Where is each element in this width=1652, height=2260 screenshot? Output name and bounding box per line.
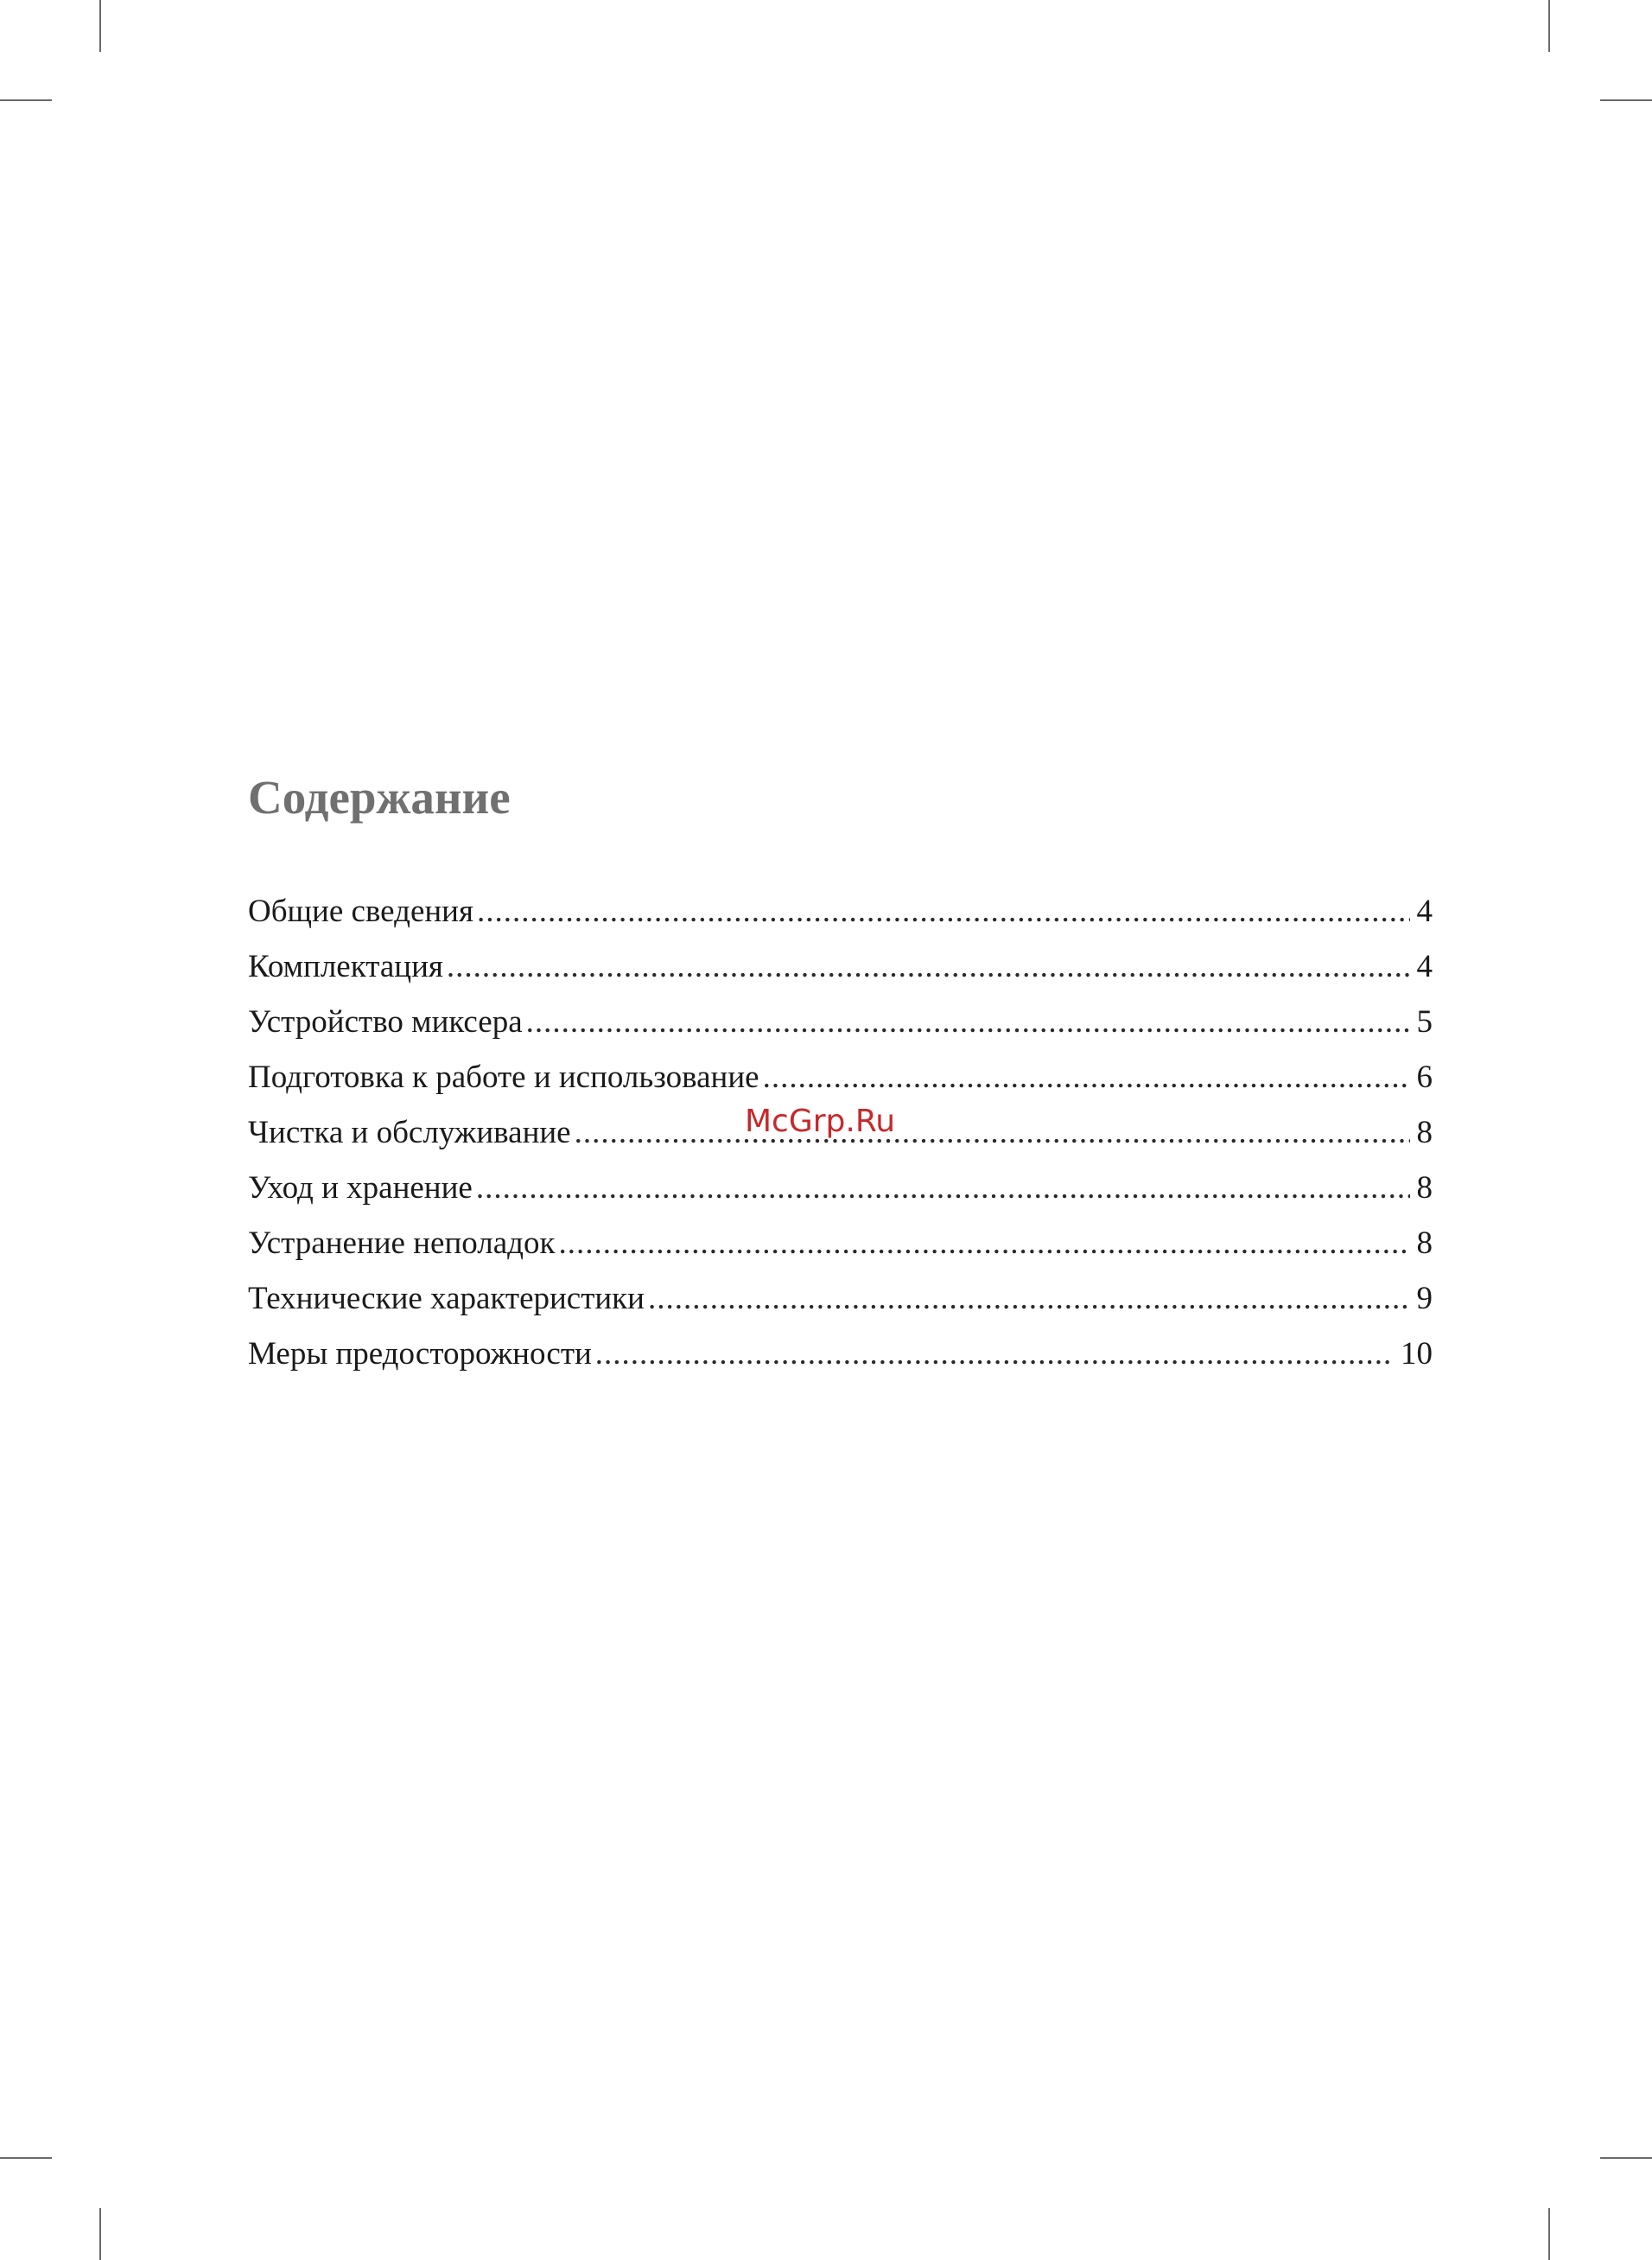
toc-item-page: 8 [1416,1225,1433,1261]
toc-item-label: Технические характеристики [248,1281,645,1316]
toc-item-page: 10 [1401,1336,1433,1372]
crop-mark-top-right-vertical [1548,0,1550,52]
crop-mark-top-left-horizontal [0,99,52,101]
watermark: McGrp.Ru [745,1104,896,1139]
toc-leader-dots [648,1271,1410,1327]
toc-item[interactable] [248,939,1433,995]
toc-leader-dots [476,1161,1410,1216]
crop-mark-bottom-left-horizontal [0,2157,52,2159]
crop-mark-bottom-left-vertical [99,2208,101,2260]
toc-item-page: 5 [1416,1004,1433,1040]
toc-item[interactable] [248,1216,1433,1271]
toc-item-label: Устранение неполадок [248,1225,556,1261]
toc-item[interactable] [248,1327,1433,1382]
toc-leader-dots [763,1050,1410,1105]
toc-item-label: Комплектация [248,949,443,984]
toc-item-label: Чистка и обслуживание [248,1115,571,1150]
toc-item-label: Уход и хранение [248,1170,473,1206]
toc-item[interactable] [248,884,1433,939]
toc-item-page: 4 [1416,949,1433,984]
toc-item[interactable] [248,995,1433,1050]
toc-leader-dots [447,939,1410,995]
toc-item[interactable] [248,1161,1433,1216]
crop-mark-top-left-vertical [99,0,101,52]
toc-title: Содержание [248,771,511,824]
toc-item-page: 6 [1416,1060,1433,1095]
toc-leader-dots [595,1327,1394,1382]
crop-mark-bottom-right-horizontal [1600,2157,1652,2159]
toc-leader-dots [558,1216,1409,1271]
toc-leader-dots [477,884,1410,939]
toc-item-label: Общие сведения [248,894,473,929]
toc-leader-dots [575,1105,1410,1161]
crop-mark-bottom-right-vertical [1548,2208,1550,2260]
toc-item-page: 9 [1416,1281,1433,1316]
toc-item-label: Меры предосторожности [248,1336,592,1372]
crop-mark-top-right-horizontal [1600,99,1652,101]
toc-item[interactable] [248,1271,1433,1327]
toc-leader-dots [526,995,1410,1050]
toc-item[interactable] [248,1050,1433,1105]
toc-item-label: Подготовка к работе и использование [248,1060,759,1095]
toc-item-label: Устройство миксера [248,1004,523,1040]
toc-item-page: 8 [1416,1170,1433,1206]
toc-item-page: 8 [1416,1115,1433,1150]
toc-item-page: 4 [1416,894,1433,929]
